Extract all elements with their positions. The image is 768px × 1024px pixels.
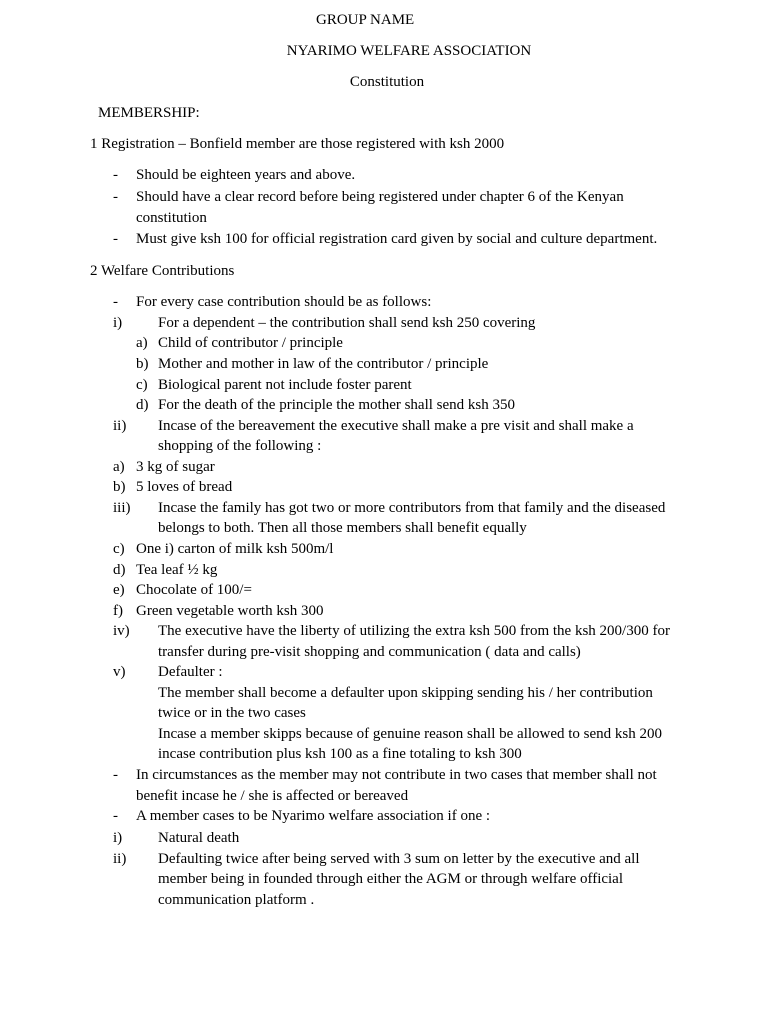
list-item-continuation: Incase a member skipps because of genuine reason shall be allowed to send ksh 200	[158, 726, 663, 742]
list-item: Should be eighteen years and above.	[136, 167, 356, 183]
list-item: Biological parent not include foster parent	[158, 377, 412, 393]
list-marker: d)	[113, 562, 126, 578]
list-item-continuation: incase contribution plus ksh 100 as a fine totaling to ksh 300	[158, 746, 522, 762]
list-item: 3 kg of sugar	[136, 459, 215, 475]
document-title: Constitution	[349, 74, 425, 90]
list-marker: b)	[136, 356, 149, 372]
list-item: Mother and mother in law of the contributor / principle	[158, 356, 489, 372]
list-item-continuation: The member shall become a defaulter upon skipping sending his / her contribution	[158, 685, 653, 701]
list-item: Child of contributor / principle	[158, 335, 343, 351]
list-marker: -	[113, 767, 118, 783]
list-item: Incase of the bereavement the executive shall make a pre visit and shall make a	[158, 418, 634, 434]
list-marker: d)	[136, 397, 149, 413]
bullet-marker: -	[113, 189, 118, 205]
list-item: Should have a clear record before being registered under chapter 6 of the Kenyan	[136, 189, 624, 205]
list-item: Defaulter :	[158, 664, 223, 680]
list-marker: iii)	[113, 500, 131, 516]
list-marker: i)	[113, 315, 123, 331]
list-item: Green vegetable worth ksh 300	[136, 603, 324, 619]
list-item-continuation: transfer during pre-visit shopping and communication ( data and calls)	[158, 644, 581, 660]
list-item: For the death of the principle the mother shall send ksh 350	[158, 397, 516, 413]
list-item-continuation: constitution	[136, 210, 207, 226]
group-name-heading: GROUP NAME	[316, 12, 415, 28]
list-item: A member cases to be Nyarimo welfare association if one :	[136, 808, 491, 824]
list-marker: i)	[113, 830, 123, 846]
list-marker: ii)	[113, 851, 127, 867]
list-item: Chocolate of 100/=	[136, 582, 252, 598]
list-marker: a)	[113, 459, 125, 475]
list-item: For every case contribution should be as follows:	[136, 294, 432, 310]
list-item-continuation: shopping of the following :	[158, 438, 322, 454]
membership-heading: MEMBERSHIP:	[98, 105, 200, 121]
list-item: For a dependent – the contribution shall send ksh 250 covering	[158, 315, 536, 331]
bullet-marker: -	[113, 167, 118, 183]
list-item: Tea leaf ½ kg	[136, 562, 218, 578]
list-item: Must give ksh 100 for official registration card given by social and culture department.	[136, 231, 658, 247]
list-marker: e)	[113, 582, 125, 598]
list-marker: -	[113, 808, 118, 824]
list-item: Incase the family has got two or more contributors from that family and the diseased	[158, 500, 666, 516]
list-item: Natural death	[158, 830, 240, 846]
list-marker: f)	[113, 603, 123, 619]
list-item: 5 loves of bread	[136, 479, 233, 495]
list-item: The executive have the liberty of utilizing the extra ksh 500 from the ksh 200/300 for	[158, 623, 670, 639]
association-title: NYARIMO WELFARE ASSOCIATION	[286, 43, 532, 59]
bullet-marker: -	[113, 231, 118, 247]
list-marker: -	[113, 294, 118, 310]
list-item-continuation: twice or in the two cases	[158, 705, 306, 721]
list-marker: c)	[136, 377, 148, 393]
list-item-continuation: communication platform .	[158, 892, 315, 908]
list-marker: a)	[136, 335, 148, 351]
list-item: In circumstances as the member may not contribute in two cases that member shall not	[136, 767, 657, 783]
list-marker: v)	[113, 664, 126, 680]
list-marker: b)	[113, 479, 126, 495]
list-marker: c)	[113, 541, 125, 557]
list-item-continuation: belongs to both. Then all those members shall benefit equally	[158, 520, 527, 536]
registration-heading: 1 Registration – Bonfield member are those registered with ksh 2000	[90, 136, 505, 152]
list-marker: ii)	[113, 418, 127, 434]
list-item: One i) carton of milk ksh 500m/l	[136, 541, 334, 557]
list-item: Defaulting twice after being served with 3 sum on letter by the executive and all	[158, 851, 640, 867]
list-marker: iv)	[113, 623, 130, 639]
list-item-continuation: member being in founded through either the AGM or through welfare official	[158, 871, 624, 887]
list-item-continuation: benefit incase he / she is affected or bereaved	[136, 788, 409, 804]
welfare-heading: 2 Welfare Contributions	[90, 263, 235, 279]
